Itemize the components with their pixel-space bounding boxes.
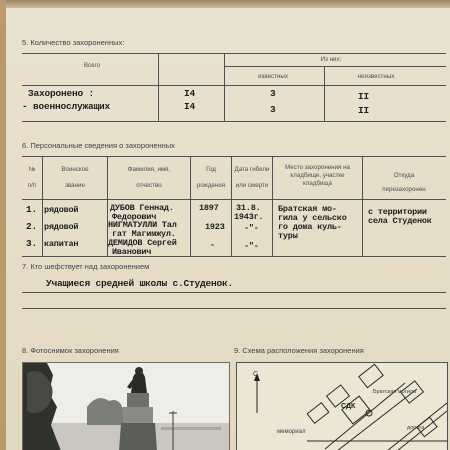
table5-header-bottom-line xyxy=(22,85,446,86)
grave-label: Братская могила xyxy=(373,389,417,395)
row2-name-2: гат Магимжул. xyxy=(112,229,176,239)
row2-unknown: II xyxy=(358,105,370,116)
from-line-1: с территории xyxy=(368,207,427,217)
table5-vline-2 xyxy=(224,53,225,121)
table5-bottom-line xyxy=(22,121,446,122)
row2-label: - военнослужащих xyxy=(22,101,111,112)
row3-year: - xyxy=(210,240,215,250)
row1-unknown: II xyxy=(358,91,370,102)
memorial-label: мемориал xyxy=(277,429,306,435)
row1-name-1: ДУБОВ Геннад. xyxy=(110,203,174,213)
archive-form-page xyxy=(6,0,450,450)
row1-year: 1897 xyxy=(199,203,219,213)
hdr-rank-2: звание xyxy=(65,182,85,189)
col-including-header: Из них: xyxy=(320,56,342,63)
row1-total: I4 xyxy=(184,88,196,99)
row2-total: I4 xyxy=(184,101,196,112)
row1-rank: рядовой xyxy=(44,205,79,215)
section8-title: 8. Фотоснимок захоронения xyxy=(22,346,119,355)
table6-bottom-line xyxy=(22,256,446,257)
row3-name-1: ДЕМИДОВ Сергей xyxy=(108,238,177,248)
north-arrow-label: С xyxy=(253,371,259,378)
col-known-header: известных xyxy=(258,73,288,80)
row1-label: Захоронено : xyxy=(28,88,95,99)
hdr-year-2: рождения xyxy=(196,182,226,189)
table5-sub-line xyxy=(224,66,446,67)
section6-title: 6. Персональные сведения о захороненных xyxy=(22,141,175,150)
hdr-year-1: Год xyxy=(206,166,216,173)
row2-date: -"- xyxy=(244,223,259,233)
page-top-edge xyxy=(6,0,450,8)
row1-known: 3 xyxy=(270,88,276,99)
table6-top-line xyxy=(22,156,446,157)
hdr-place-1: Место захоронения на xyxy=(285,164,350,171)
patron-line-1 xyxy=(22,292,446,293)
place-line-4: туры xyxy=(278,231,298,241)
road-label: дорога xyxy=(407,425,425,431)
hdr-num-1: № xyxy=(28,166,36,173)
hdr-rank-1: Воинское xyxy=(61,166,89,173)
row1-date-1: 31.8. xyxy=(236,203,261,213)
row2-rank: рядовой xyxy=(44,222,79,232)
from-line-2: села Студенок xyxy=(368,216,432,226)
table6-header-bottom-line xyxy=(22,199,446,200)
row2-known: 3 xyxy=(270,104,276,115)
place-line-1: Братская мо- xyxy=(278,204,337,214)
hdr-from-2: перезахоронен xyxy=(382,186,426,193)
patron-value: Учащиеся средней школы с.Студенок. xyxy=(46,278,234,289)
row1-date-2: 1943г. xyxy=(234,212,264,222)
row3-rank: капитан xyxy=(44,239,79,249)
hdr-date-1: Дата гибели xyxy=(234,166,270,173)
table5-vline-1 xyxy=(158,53,159,121)
patron-line-2 xyxy=(22,308,446,309)
hdr-date-2: или смерти xyxy=(235,182,269,189)
row3-date: -"- xyxy=(244,241,259,251)
row2-year: 1923 xyxy=(205,222,225,232)
row3-num: 3. xyxy=(26,238,38,249)
row2-name-1: НИГМАТУЛЛИ Тал xyxy=(108,220,177,230)
row3-name-2: Иванович xyxy=(112,247,152,257)
row2-num: 2. xyxy=(26,221,38,232)
monument-photo-image xyxy=(23,363,229,450)
table5-top-line xyxy=(22,53,446,54)
col-unknown-header: неизвестных xyxy=(357,73,395,80)
hdr-num-2: п/п xyxy=(27,182,37,189)
table5-vline-3 xyxy=(324,66,325,121)
hdr-place-2: кладбище, участке xyxy=(290,172,345,179)
row1-name-2: Федорович xyxy=(112,212,157,222)
hdr-name-2: отчество xyxy=(136,182,162,189)
table6-vline-6 xyxy=(362,156,363,256)
hdr-from-1: Откуда xyxy=(393,172,415,179)
row1-num: 1. xyxy=(26,204,38,215)
section9-title: 9. Схема расположения захоронения xyxy=(234,346,364,355)
section7-title: 7. Кто шефствует над захоронением xyxy=(22,262,150,271)
place-line-3: го дома куль- xyxy=(278,222,342,232)
table6-vline-1 xyxy=(42,156,43,256)
hdr-place-3: кладбища xyxy=(303,180,332,187)
col-total-header: Всего xyxy=(83,62,101,69)
section5-title: 5. Количество захороненных: xyxy=(22,38,125,47)
hdr-name-1: Фамилия, имя, xyxy=(127,166,171,173)
sdk-label: СДК xyxy=(341,403,356,410)
grave-photo xyxy=(22,362,230,450)
location-scheme xyxy=(236,362,448,450)
place-line-2: гила у сельско xyxy=(278,213,347,223)
